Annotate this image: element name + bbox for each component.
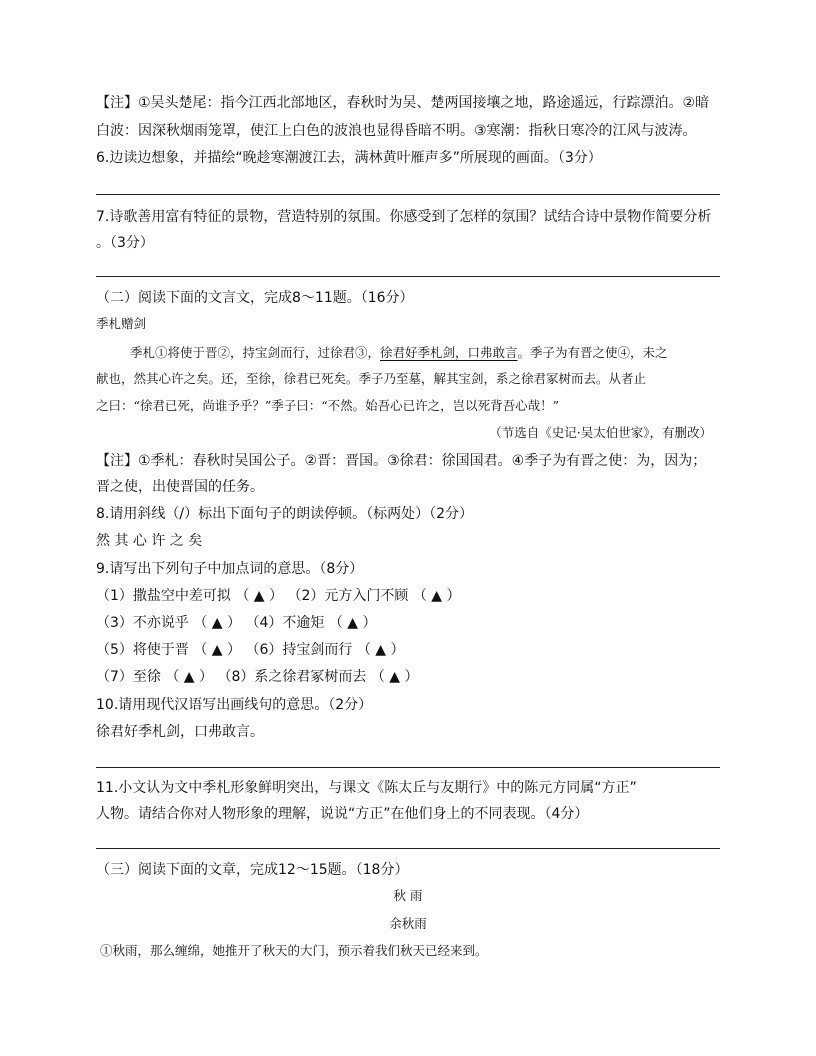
question-8: 8.请用斜线（/）标出下面句子的朗读停顿。（标两处）（2分）	[96, 506, 473, 522]
passage-text: 。季子为有晋之使④，未之	[517, 345, 668, 360]
answer-line-q7	[96, 276, 720, 277]
note-passage-line2: 晋之使，出使晋国的任务。	[96, 479, 264, 495]
question-9-row: （7）至徐 （ ▲ ） （8）系之徐君冢树而去 （ ▲ ）	[96, 669, 419, 685]
article-author: 余秋雨	[389, 916, 427, 931]
note-passage-line1: 【注】①季札：春秋时吴国公子。②晋：晋国。③徐君：徐国国君。④季子为有晋之使：为，因为；	[96, 453, 707, 469]
answer-line-q10	[96, 767, 720, 768]
question-7-line2: 。（3分）	[96, 235, 154, 251]
question-9: 9.请写出下列句子中加点词的意思。（8分）	[96, 561, 364, 577]
note-poem-line2: 白波：因深秋烟雨笼罩，使江上白色的波浪也显得昏暗不明。③寒潮：指秋日寒冷的江风与波涛。	[96, 123, 697, 139]
article-title: 秋 雨	[393, 888, 423, 903]
question-8-sentence: 然 其 心 许 之 矣	[96, 533, 203, 549]
question-9-row: （1）撒盐空中差可拟 （ ▲ ） （2）元方入门不顾 （ ▲ ）	[96, 588, 461, 604]
passage-source: （节选自《史记·吴太伯世家》，有删改）	[489, 425, 712, 440]
question-11-line2: 人物。请结合你对人物形象的理解，说说“方正”在他们身上的不同表现。（4分）	[96, 806, 589, 822]
passage-text: 季札①将使于晋②，持宝剑而行，过徐君③，	[130, 345, 381, 360]
passage-title: 季札赠剑	[96, 316, 147, 331]
answer-line-q11	[96, 848, 720, 849]
passage-paragraph-line1	[130, 343, 668, 363]
note-poem-line1: 【注】①吴头楚尾：指今江西北部地区，春秋时为吴、楚两国接壤之地，路途遥远，行踪漂泊。②暗	[96, 95, 710, 111]
question-10: 10.请用现代汉语写出画线句的意思。（2分）	[96, 697, 373, 713]
question-11-line1: 11.小文认为文中季札形象鲜明突出，与课文《陈太丘与友期行》中的陈元方同属“方正”	[96, 780, 637, 796]
question-9-row: （5）将使于晋 （ ▲ ） （6）持宝剑而行 （ ▲ ）	[96, 642, 405, 658]
question-7-line1: 7.诗歌善用富有特征的景物，营造特别的氛围。你感受到了怎样的氛围？试结合诗中景物作简要分析	[96, 209, 712, 225]
question-9-row: （3）不亦说乎 （ ▲ ） （4）不逾矩 （ ▲ ）	[96, 615, 377, 631]
section-2-heading: （二）阅读下面的文言文，完成8～11题。（16分）	[96, 290, 414, 306]
article-paragraph-1: ①秋雨，那么缠绵，她推开了秋天的大门，预示着我们秋天已经来到。	[100, 943, 488, 958]
question-6: 6.边读边想象，并描绘“晚趁寒潮渡江去，满林黄叶雁声多”所展现的画面。（3分）	[96, 150, 602, 166]
question-10-sentence: 徐君好季札剑，口弗敢言。	[96, 724, 264, 740]
passage-paragraph-line2: 献也，然其心许之矣。还，至徐，徐君已死矣。季子乃至墓，解其宝剑，系之徐君冢树而去。从者止	[96, 371, 647, 386]
passage-paragraph-line3: 之曰：“徐君已死，尚谁予乎？”季子曰：“不然。始吾心已许之，岂以死背吾心哉！”	[96, 398, 560, 413]
answer-line-q6	[96, 194, 720, 195]
section-3-heading: （三）阅读下面的文章，完成12～15题。（18分）	[96, 862, 409, 878]
underlined-sentence: 徐君好季札剑，口弗敢言	[380, 345, 518, 360]
